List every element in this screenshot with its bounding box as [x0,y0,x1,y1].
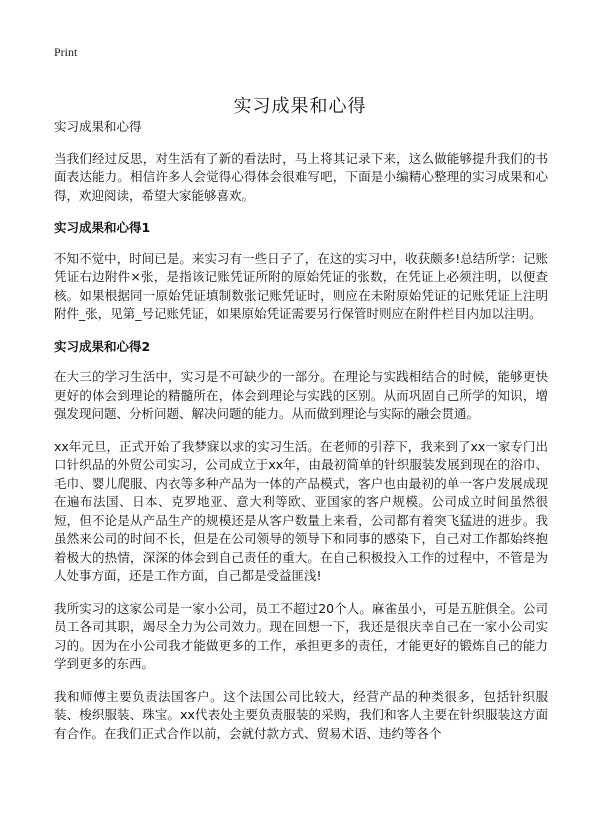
section-heading-2: 实习成果和心得2 [54,338,151,354]
section-heading-1: 实习成果和心得1 [54,220,151,235]
section-1-paragraph-1: 不知不觉中，时间已是。来实习有一些日子了，在这的实习中，收获颇多!总结所学：记账凭证右边附件×张，是指该记账凭证所附的原始凭证的张数，在凭证上必须注明，以便查核。如果根据同一原始凭证填制数张记账凭证时，则应在未附原始凭证的记账凭证上注明附件_张，见第_号记账凭证，如果原始凭证需要另行保管时则应在附件栏目内加以注明。 [54,250,548,321]
document-title: 实习成果和心得 [233,96,367,118]
document-subtitle: 实习成果和心得 [54,119,142,134]
print-label: Print [54,45,78,59]
section-2-paragraph-2: xx年元旦，正式开始了我梦寐以求的实习生活。在老师的引荐下，我来到了xx一家专门出口针织品的外贸公司实习，公司成立于xx年，由最初简单的针织服装发展到现在的浴巾、毛巾、婴儿爬服、内衣等多种产品为一体的产品模式，客户也由最初的单一客户发展成现在遍布法国、日本、克罗地亚、意大利等欧、亚国家的客户规模。公司成立时间虽然很短，但不论是从产品生产的规模还是从客户数量上来看，公司都有着突飞猛进的进步。我虽然来公司的时间不长，但是在公司领导的领导下和同事的感染下，自己对工作都始终抱着极大的热情，深深的体会到自己责任的重大。在自己积极投入工作的过程中，不管是为人处事方面，还是工作方面，自己都是受益匪浅! [54,438,548,583]
intro-paragraph: 当我们经过反思，对生活有了新的看法时，马上将其记录下来，这么做能够提升我们的书面表达能力。相信许多人会觉得心得体会很难写吧，下面是小编精心整理的实习成果和心得，欢迎阅读，希望大家能够喜欢。 [54,150,548,203]
document-body [54,118,548,757]
section-2-paragraph-4: 我和师傅主要负责法国客户。这个法国公司比较大，经营产品的种类很多，包括针织服装、梭织服装、珠宝。xx代表处主要负责服装的采购，我们和客人主要在针织服装这方面有合作。在我们正式合作以前，会就付款方式、贸易术语、违约等各个 [54,688,548,741]
section-2-paragraph-1: 在大三的学习生活中，实习是不可缺少的一部分。在理论与实践相结合的时候，能够更快更好的体会到理论的精髓所在，体会到理论与实践的区别。从而巩固自己所学的知识，增强发现问题、分析问题、解决问题的能力。从而做到理论与实际的融会贯通。 [54,369,548,421]
section-2-paragraph-3: 我所实习的这家公司是一家小公司，员工不超过20个人。麻雀虽小，可是五脏俱全。公司员工各司其职，竭尽全力为公司效力。现在回想一下，我还是很庆幸自己在一家小公司实习的。因为在小公司我才能做更多的工作，承担更多的责任，才能更好的锻炼自己的能力学到更多的东西。 [54,600,548,671]
